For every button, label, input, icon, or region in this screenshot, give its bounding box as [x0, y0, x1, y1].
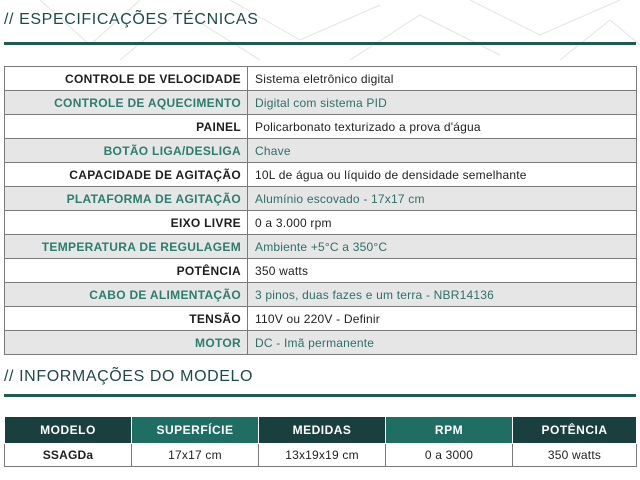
model-cell-medidas: 13x19x19 cm [259, 444, 386, 467]
model-table [4, 416, 637, 467]
spec-value: 0 a 3.000 rpm [248, 211, 637, 235]
specs-table [4, 66, 637, 355]
spec-row [5, 139, 637, 163]
spec-value: Ambiente +5°C a 350°C [248, 235, 637, 259]
model-header-medidas: MEDIDAS [259, 417, 386, 444]
spec-label: POTÊNCIA [5, 259, 248, 283]
spec-row [5, 163, 637, 187]
spec-value: Chave [248, 139, 637, 163]
spec-value: Sistema eletrônico digital [248, 67, 637, 91]
model-header-potencia: POTÊNCIA [513, 417, 637, 444]
spec-label: BOTÃO LIGA/DESLIGA [5, 139, 248, 163]
spec-label: EIXO LIVRE [5, 211, 248, 235]
spec-label: CABO DE ALIMENTAÇÃO [5, 283, 248, 307]
spec-row [5, 91, 637, 115]
spec-row [5, 187, 637, 211]
spec-label: TENSÃO [5, 307, 248, 331]
spec-label: TEMPERATURA DE REGULAGEM [5, 235, 248, 259]
spec-value: Alumínio escovado - 17x17 cm [248, 187, 637, 211]
model-header-modelo: MODELO [5, 417, 132, 444]
specs-section-divider [4, 42, 636, 45]
specs-section-title: // ESPECIFICAÇÕES TÉCNICAS [4, 11, 259, 28]
model-row [5, 444, 637, 467]
spec-label: PLATAFORMA DE AGITAÇÃO [5, 187, 248, 211]
spec-row [5, 211, 637, 235]
spec-value: 350 watts [248, 259, 637, 283]
model-header-row [5, 417, 637, 444]
spec-row [5, 307, 637, 331]
spec-label: PAINEL [5, 115, 248, 139]
spec-row [5, 115, 637, 139]
spec-row [5, 331, 637, 355]
model-section-title: // INFORMAÇÕES DO MODELO [4, 368, 254, 385]
spec-label: CAPACIDADE DE AGITAÇÃO [5, 163, 248, 187]
model-cell-modelo: SSAGDa [5, 444, 132, 467]
background-pattern [0, 0, 640, 60]
spec-value: DC - Imã permanente [248, 331, 637, 355]
model-header-superficie: SUPERFÍCIE [132, 417, 259, 444]
spec-row [5, 235, 637, 259]
spec-row [5, 259, 637, 283]
spec-value: 110V ou 220V - Definir [248, 307, 637, 331]
spec-value: Digital com sistema PID [248, 91, 637, 115]
spec-label: MOTOR [5, 331, 248, 355]
spec-value: 3 pinos, duas fazes e um terra - NBR14136 [248, 283, 637, 307]
spec-row [5, 283, 637, 307]
spec-label: CONTROLE DE AQUECIMENTO [5, 91, 248, 115]
model-cell-potencia: 350 watts [513, 444, 637, 467]
spec-value: Policarbonato texturizado a prova d'água [248, 115, 637, 139]
spec-label: CONTROLE DE VELOCIDADE [5, 67, 248, 91]
spec-value: 10L de água ou líquido de densidade semelhante [248, 163, 637, 187]
model-cell-superficie: 17x17 cm [132, 444, 259, 467]
model-cell-rpm: 0 a 3000 [386, 444, 513, 467]
model-section-divider [4, 394, 636, 397]
spec-row [5, 67, 637, 91]
model-header-rpm: RPM [386, 417, 513, 444]
